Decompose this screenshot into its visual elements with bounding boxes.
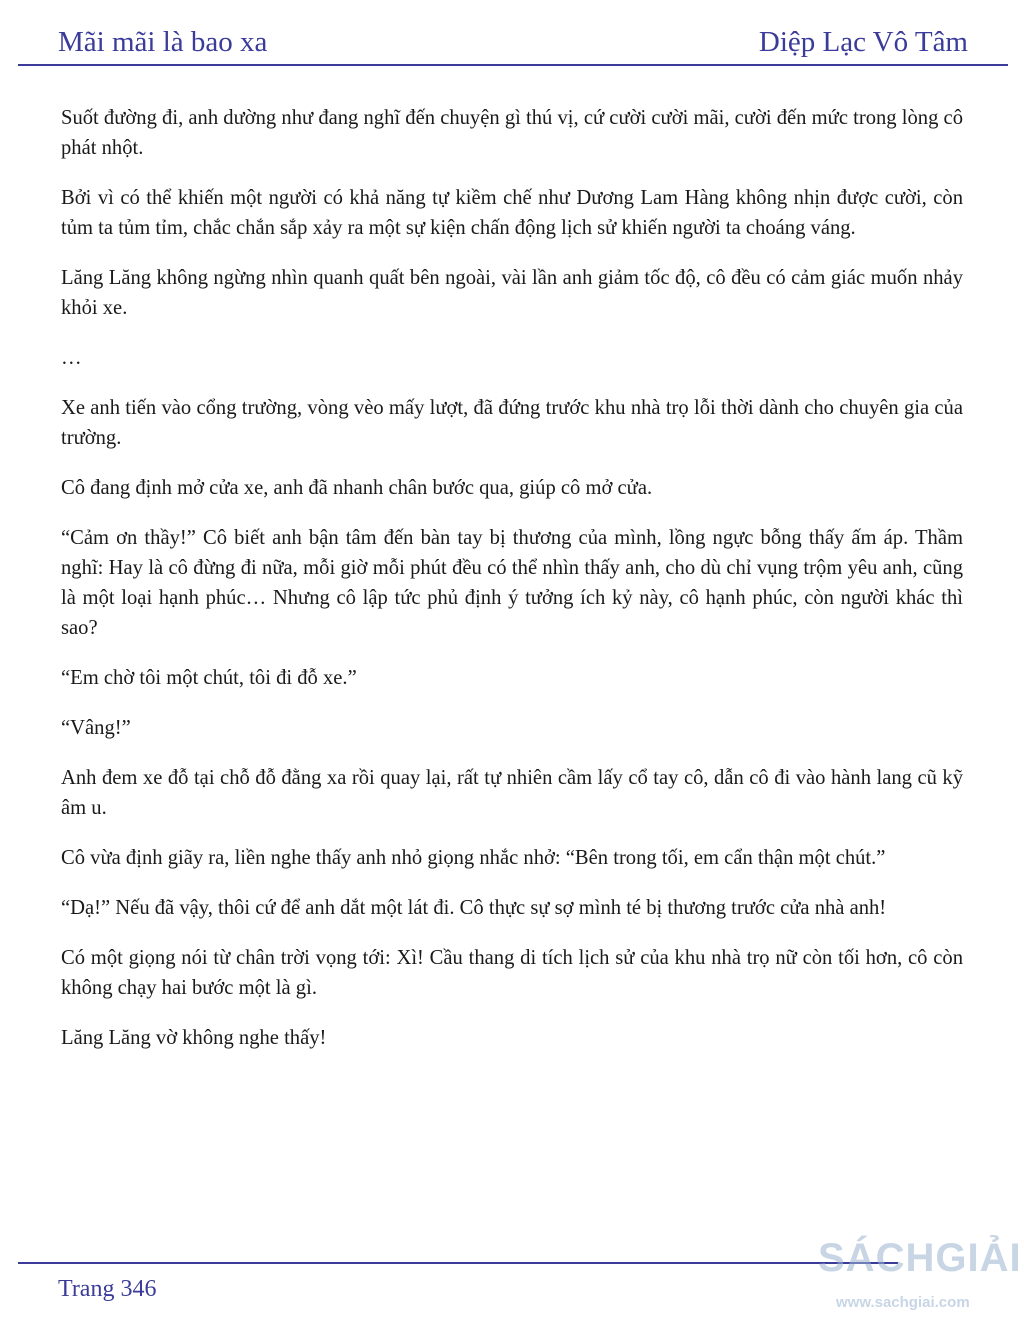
page-number: Trang 346 [58,1276,157,1302]
watermark [816,1228,1024,1318]
paragraph: “Em chờ tôi một chút, tôi đi đỗ xe.” [61,667,357,689]
watermark-logo: SÁCHGIẢI [818,1236,1022,1280]
paragraph: “Vâng!” [61,717,131,739]
page-body [61,103,963,1073]
footer-divider [18,1262,898,1264]
paragraph: Suốt đường đi, anh dường như đang nghĩ đến chuyện gì thú vị, cứ cười cười mãi, cười đến mức trong lòng cô phát nhột. [61,107,963,159]
header-divider [18,64,1008,66]
paragraph: Xe anh tiến vào cổng trường, vòng vèo mấy lượt, đã đứng trước khu nhà trọ lỗi thời dành cho chuyên gia của trường. [61,397,963,449]
paragraph: Cô đang định mở cửa xe, anh đã nhanh chân bước qua, giúp cô mở cửa. [61,477,653,499]
paragraph: “Dạ!” Nếu đã vậy, thôi cứ để anh dắt một lát đi. Cô thực sự sợ mình té bị thương trước cửa nhà anh! [61,897,887,919]
paragraph: Lăng Lăng vờ không nghe thấy! [61,1027,327,1049]
paragraph: Có một giọng nói từ chân trời vọng tới: Xì! Cầu thang di tích lịch sử của khu nhà trọ nữ còn tối hơn, cô còn không chạy hai bước một là gì. [61,947,963,999]
book-title: Mãi mãi là bao xa [58,26,268,58]
watermark-url: www.sachgiai.com [836,1294,970,1311]
page-header [58,22,968,66]
paragraph: Anh đem xe đỗ tại chỗ đỗ đằng xa rồi quay lại, rất tự nhiên cầm lấy cổ tay cô, dẫn cô đi vào hành lang cũ kỹ âm u. [61,767,963,819]
ellipsis-break: … [61,347,82,369]
paragraph: “Cảm ơn thầy!” Cô biết anh bận tâm đến bàn tay bị thương của mình, lồng ngực bỗng thấy ấm áp. Thầm nghĩ: Hay là cô đừng đi nữa, mỗi giờ mỗi phút đều có thể nhìn thấy anh, cho dù chỉ vụng trộm yêu anh, cũng là một loại hạnh phúc… Nhưng cô lập tức phủ định ý tưởng ích kỷ này, cô hạnh phúc, còn người khác thì sao? [61,527,963,639]
author-name: Diệp Lạc Vô Tâm [758,26,968,58]
paragraph: Bởi vì có thể khiến một người có khả năng tự kiềm chế như Dương Lam Hàng không nhịn được cười, còn tủm ta tủm tỉm, chắc chắn sắp xảy ra một sự kiện chấn động lịch sử khiến người ta choáng váng. [61,187,963,239]
paragraph: Cô vừa định giãy ra, liền nghe thấy anh nhỏ giọng nhắc nhở: “Bên trong tối, em cẩn thận một chút.” [61,847,886,869]
paragraph: Lăng Lăng không ngừng nhìn quanh quất bên ngoài, vài lần anh giảm tốc độ, cô đều có cảm giác muốn nhảy khỏi xe. [61,267,963,319]
